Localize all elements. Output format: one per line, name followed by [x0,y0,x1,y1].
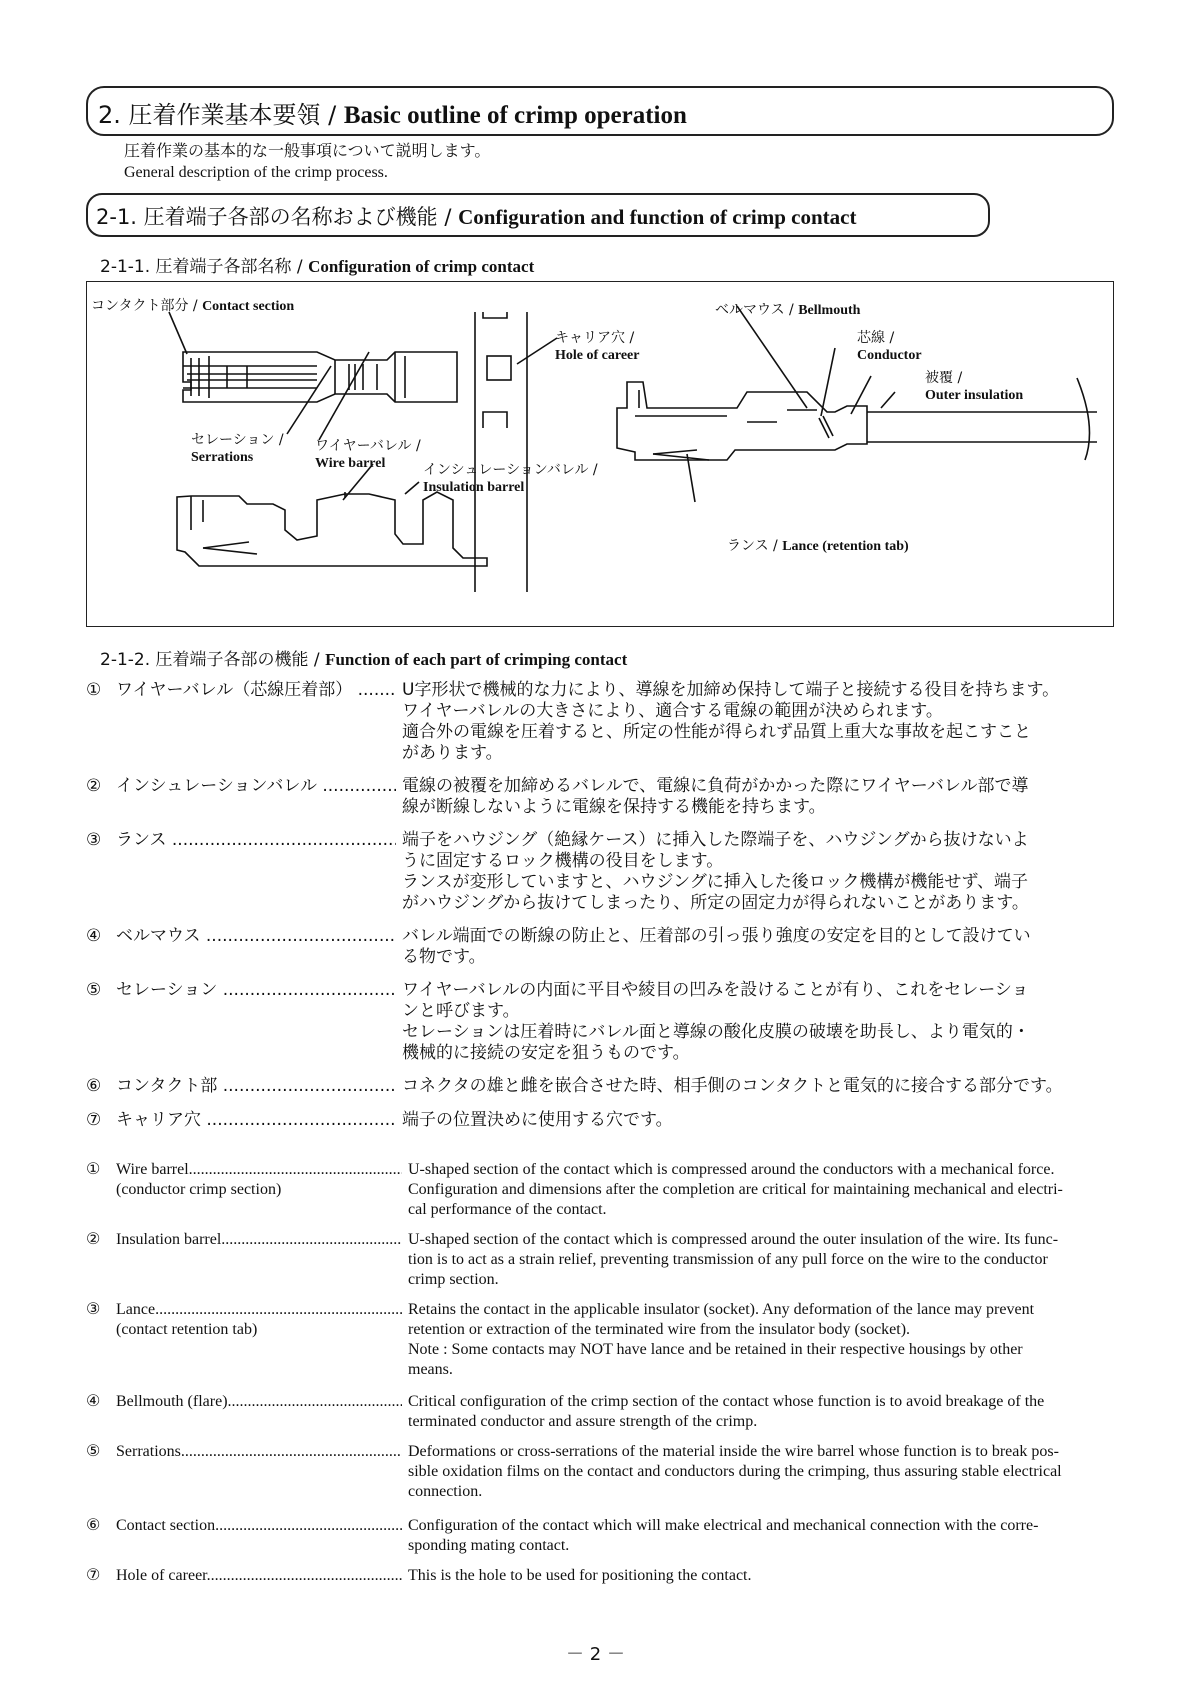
desc-line: Configuration of the contact which will make electrical and mechanical connection with the corre- [408,1517,1039,1534]
jp-item-term: セレーション ..... [116,980,476,1001]
desc-line: Critical configuration of the crimp section of the contact whose function is to avoid breakage of the [408,1393,1045,1410]
en-item-number: ③ [86,1301,101,1318]
desc-line: がハウジングから抜けてしまったり、所定の固定力が得られないことがあります。 [402,893,1029,913]
desc-line: cal performance of the contact. [408,1201,607,1218]
label-lance-en: Lance (retention tab) [782,539,909,554]
en-item-term: Bellmouth (flare) ..... [116,1393,406,1410]
label-hole-of-career-jp: キャリア穴 / [555,330,635,346]
intro-jp: 圧着作業の基本的な一般事項について説明します。 [124,141,491,160]
en-item-number: ② [86,1231,101,1248]
desc-line: 電線の被覆を加締めるバレルで、電線に負荷がかかった際にワイヤーバレル部で導 [402,776,1029,796]
jp-item-term: ランス ..... [116,830,476,851]
desc-line: る物です。 [402,947,486,967]
en-item-description [402,1300,1191,1380]
label-contact-section [91,298,294,315]
desc-line: ランスが変形していますと、ハウジングに挿入した後ロック機構が機能せず、端子 [402,872,1029,892]
desc-line: 端子をハウジング（絶縁ケース）に挿入した際端子を、ハウジングから抜けないよ [402,830,1029,850]
en-item-term-sub: (contact retention tab) [116,1321,258,1338]
label-bellmouth [715,302,860,319]
label-serrations-en: Serrations [191,450,254,465]
label-serrations-jp: セレーション / [191,432,284,448]
jp-item-number: ① [86,680,102,700]
desc-line: バレル端面での断線の防止と、圧着部の引っ張り強度の安定を目的として設けてい [402,926,1031,946]
desc-line: means. [408,1361,453,1378]
desc-line: 線が断線しないように電線を保持する機能を持ちます。 [402,797,826,817]
label-bellmouth-en: Bellmouth [798,303,861,318]
en-item-term: Serrations ..... [116,1443,406,1460]
en-item-number: ④ [86,1393,101,1410]
section-title-en: Basic outline of crimp operation [343,102,687,129]
jp-item-description [396,926,1122,968]
label-lance [727,538,909,555]
en-item-term-sub: (conductor crimp section) [116,1181,282,1198]
en-item-term: Insulation barrel ..... [116,1231,406,1248]
en-item-number: ⑥ [86,1517,101,1534]
label-conductor-en: Conductor [857,348,922,363]
label-contact-section-en: Contact section [202,299,295,314]
en-item-description [402,1516,1191,1556]
label-insulation-barrel-jp: インシュレーションバレル / [423,462,598,478]
desc-line: ワイヤーバレルの大きさにより、適合する電線の範囲が決められます。 [402,701,943,721]
subsub1-title-jp: 2-1-1. 圧着端子各部名称 / [100,257,309,277]
label-insulation-barrel-en: Insulation barrel [423,480,525,495]
desc-line: crimp section. [408,1271,499,1288]
label-bellmouth-jp: ベルマウス / [715,302,799,318]
desc-line: うに固定するロック機構の役目をします。 [402,851,724,871]
desc-line: 適合外の電線を圧着すると、所定の性能が得られず品質上重大な事故を起こすこと [402,722,1031,742]
label-lance-jp: ランス / [727,538,783,554]
jp-item-description [396,680,1122,764]
desc-line: Deformations or cross-serrations of the material inside the wire barrel whose function is to break pos- [408,1443,1059,1460]
subsection-title [96,201,857,231]
desc-line: 端子の位置決めに使用する穴です。 [402,1110,673,1130]
jp-item-number: ⑦ [86,1110,102,1130]
desc-line: Retains the contact in the applicable insulator (socket). Any deformation of the lance may prevent [408,1301,1035,1318]
intro-en: General description of the crimp process. [124,164,388,181]
section-heading-box [86,86,1114,136]
desc-line: sible oxidation films on the contact and conductors during the crimping, thus assuring stable electrical [408,1463,1062,1480]
label-conductor [857,330,922,364]
en-item-term: Wire barrel ..... [116,1161,406,1178]
label-outer-insulation [925,370,1023,404]
desc-line: 機械的に接続の安定を狙うものです。 [402,1043,690,1063]
desc-line: terminated conductor and assure strength of the crimp. [408,1413,758,1430]
page-number: － 2 － [566,1644,625,1665]
desc-line: コネクタの雄と雌を嵌合させた時、相手側のコンタクトと電気的に接合する部分です。 [402,1076,1063,1096]
desc-line: U字形状で機械的な力により、導線を加締め保持して端子と接続する役目を持ちます。 [402,680,1060,700]
subsection-title-jp: 2-1. 圧着端子各部の名称および機能 / [96,205,459,229]
en-item-number: ⑤ [86,1443,101,1460]
desc-line: ワイヤーバレルの内面に平目や綾目の凹みを設けることが有り、これをセレーショ [402,980,1029,1000]
jp-item-term: ワイヤーバレル（芯線圧着部） ..... [116,680,476,701]
label-outer-insulation-en: Outer insulation [925,388,1024,403]
jp-item-term: インシュレーションバレル ..... [116,776,476,797]
subsub2-title-jp: 2-1-2. 圧着端子各部の機能 / [100,650,326,670]
label-wire-barrel-en: Wire barrel [315,456,386,471]
subsection-heading-box [86,193,990,237]
en-item-description [402,1442,1191,1502]
jp-item-description [396,776,1122,818]
crimp-contact-figure [86,281,1114,627]
desc-line: U-shaped section of the contact which is compressed around the conductors with a mechanical force. [408,1161,1055,1178]
en-item-number: ⑦ [86,1567,101,1584]
desc-line: tion is to act as a strain relief, preventing transmission of any pull force on the wire to the conductor [408,1251,1048,1268]
desc-line: retention or extraction of the terminated wire from the insulator body (socket). [408,1321,911,1338]
en-item-description [402,1566,1191,1586]
jp-item-description [396,1076,1122,1097]
label-insulation-barrel [423,462,598,496]
en-item-number: ① [86,1161,101,1178]
label-wire-barrel-jp: ワイヤーバレル / [315,438,421,454]
jp-item-number: ⑥ [86,1076,102,1096]
subsub2-title [100,645,627,670]
label-hole-of-career-en: Hole of career [555,348,640,363]
subsection-title-en: Configuration and function of crimp contact [458,205,857,229]
desc-line: sponding mating contact. [408,1537,570,1554]
en-item-term: Contact section ..... [116,1517,406,1534]
jp-item-number: ② [86,776,102,796]
desc-line: connection. [408,1483,483,1500]
jp-item-number: ③ [86,830,102,850]
label-outer-insulation-jp: 被覆 / [925,370,963,386]
section-title [98,95,687,130]
desc-line: Configuration and dimensions after the completion are critical for maintaining mechanical and electri- [408,1181,1063,1198]
label-hole-of-career [555,330,639,364]
desc-line: セレーションは圧着時にバレル面と導線の酸化皮膜の破壊を助長し、より電気的・ [402,1022,1030,1042]
label-wire-barrel [315,438,421,472]
jp-item-term: コンタクト部 ..... [116,1076,476,1097]
en-item-description [402,1392,1191,1432]
subsub2-title-en: Function of each part of crimping contact [325,650,628,669]
jp-item-term: キャリア穴 ..... [116,1110,476,1131]
desc-line: ンと呼びます。 [402,1001,520,1021]
jp-item-number: ④ [86,926,102,946]
jp-item-description [396,830,1122,914]
label-contact-section-jp: コンタクト部分 / [91,298,203,314]
label-conductor-jp: 芯線 / [857,330,895,346]
label-serrations [191,432,284,466]
desc-line: U-shaped section of the contact which is compressed around the outer insulation of the wire. Its func- [408,1231,1059,1248]
subsub1-title-en: Configuration of crimp contact [308,257,535,276]
jp-item-term: ベルマウス ..... [116,926,476,947]
en-item-description [402,1160,1191,1220]
jp-item-description [396,980,1122,1064]
en-item-term: Lance ..... [116,1301,406,1318]
jp-item-description [396,1110,1122,1131]
section-title-jp: 2. 圧着作業基本要領 / [98,101,344,129]
en-item-description [402,1230,1191,1290]
en-item-term: Hole of career ..... [116,1567,406,1584]
jp-item-number: ⑤ [86,980,102,1000]
desc-line: Note : Some contacts may NOT have lance and be retained in their respective housings by other [408,1341,1023,1358]
desc-line: This is the hole to be used for positioning the contact. [408,1567,752,1584]
subsub1-title [100,252,534,277]
desc-line: があります。 [402,743,503,763]
